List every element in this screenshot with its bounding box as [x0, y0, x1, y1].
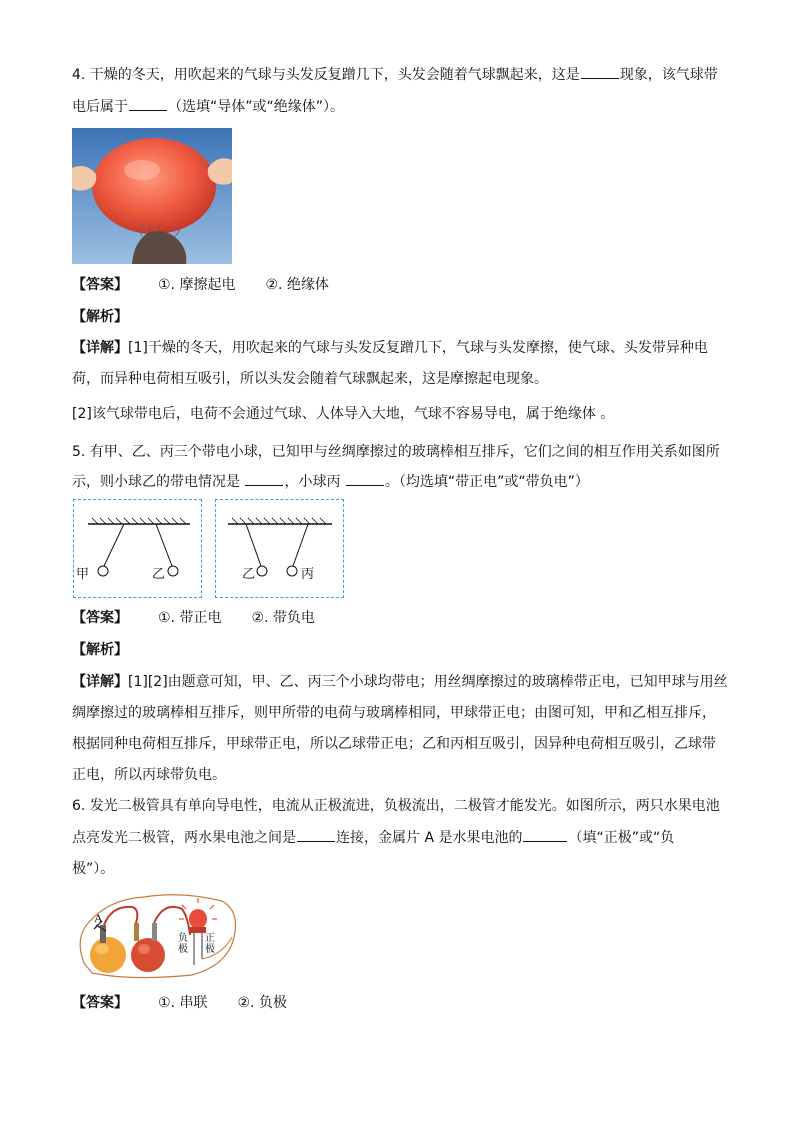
q4-analysis-heading: 【解析】	[72, 309, 128, 325]
q4-stem-text: 4. 干燥的冬天，用吹起来的气球与头发反复蹭几下，头发会随着气球飘起来，这是	[72, 67, 580, 83]
hanging-balls-left	[74, 500, 200, 596]
q4-stem-line1	[72, 66, 724, 84]
hanging-balls-right	[216, 500, 342, 596]
q4-detail-line2: 荷，而异种电荷相互吸引，所以头发会随着气球飘起来，这是摩擦起电现象。	[72, 371, 548, 387]
q5-blank-1[interactable]	[245, 473, 283, 486]
answer-tag: 【答案】	[72, 277, 128, 293]
q5-stem-line2: 示，则小球乙的带电情况是 ，小球丙 。（均选填“带正电”或“带负电”）	[72, 474, 589, 490]
balloon-hair-photo	[72, 128, 232, 264]
q5-detail-line3: 根据同种电荷相互排斥，甲球带正电，所以乙球带正电；乙和丙相互吸引，因异种电荷相互吸引，乙球带	[72, 736, 716, 752]
q4-stem-line2	[72, 98, 724, 116]
ball-label-jia: 甲	[76, 567, 90, 582]
q6-answer: 【答案】 ①. 串联 ②. 负极	[72, 995, 287, 1011]
q4-detail-line3: [2]该气球带电后，电荷不会通过气球、人体导入大地，气球不容易导电，属于绝缘体 。	[72, 406, 615, 422]
ball-label-yi: 乙	[152, 567, 166, 582]
q5-figure-left	[73, 499, 202, 598]
q4-answer-2: ②. 绝缘体	[265, 277, 329, 293]
q6-answer-1: ①. 串联	[158, 995, 208, 1011]
q5-detail-line2: 绸摩擦过的玻璃棒相互排斥，则甲所带的电荷与玻璃棒相同，甲球带正电；由图可知，甲和乙相互排斥，	[72, 705, 716, 721]
q6-stem-line2: 点亮发光二极管，两水果电池之间是 连接，金属片 A 是水果电池的 （填“正极”或“负	[72, 830, 675, 846]
q6-stem-line3: 极”）。	[72, 861, 115, 877]
q4-stem-text-end: 现象，该气球带	[619, 67, 718, 83]
q6-blank-1[interactable]	[297, 829, 335, 842]
q6-blank-2[interactable]	[523, 829, 567, 842]
q6-answer-2: ②. 负极	[237, 995, 287, 1011]
metal-plate-a-label: A	[94, 911, 103, 925]
q5-blank-2[interactable]	[346, 473, 384, 486]
ball-label-yi-2: 乙	[242, 567, 256, 582]
led-negative-label: 负极	[178, 933, 188, 955]
q6-fruit-battery-figure	[72, 885, 238, 981]
q5-figure-right	[215, 499, 344, 598]
q5-answer-1: ①. 带正电	[158, 610, 222, 626]
q6-stem-line1: 6. 发光二极管具有单向导电性，电流从正极流进，负极流出，二极管才能发光。如图所示，两只水果电池	[72, 798, 720, 814]
q5-answer: 【答案】 ①. 带正电 ②. 带负电	[72, 610, 315, 626]
q4-stem-text2: 电后属于	[72, 99, 128, 115]
q5-stem-line1: 5. 有甲、乙、丙三个带电小球，已知甲与丝绸摩擦过的玻璃棒相互排斥，它们之间的相互作用关系如图所	[72, 444, 720, 460]
q4-detail-line1: 【详解】[1]干燥的冬天，用吹起来的气球与头发反复蹭几下，气球与头发摩擦，使气球、头发带异种电	[72, 340, 708, 356]
q4-answer	[72, 276, 724, 294]
q4-answer-1: ①. 摩擦起电	[158, 277, 236, 293]
q5-analysis-heading: 【解析】	[72, 642, 128, 658]
detail-tag: 【详解】	[72, 340, 128, 356]
led-positive-label: 正极	[205, 933, 215, 955]
q4-blank-1[interactable]	[581, 66, 619, 79]
q5-answer-2: ②. 带负电	[251, 610, 315, 626]
q4-stem-text2-end: （选填“导体”或“绝缘体”）。	[168, 99, 345, 115]
ball-label-bing: 丙	[301, 567, 315, 582]
q4-blank-2[interactable]	[129, 98, 167, 111]
q5-detail-line4: 正电，所以丙球带负电。	[72, 767, 226, 783]
q5-detail-line1: 【详解】[1][2]由题意可知，甲、乙、丙三个小球均带电；用丝绸摩擦过的玻璃棒带正电，已知甲球与用丝	[72, 674, 728, 690]
